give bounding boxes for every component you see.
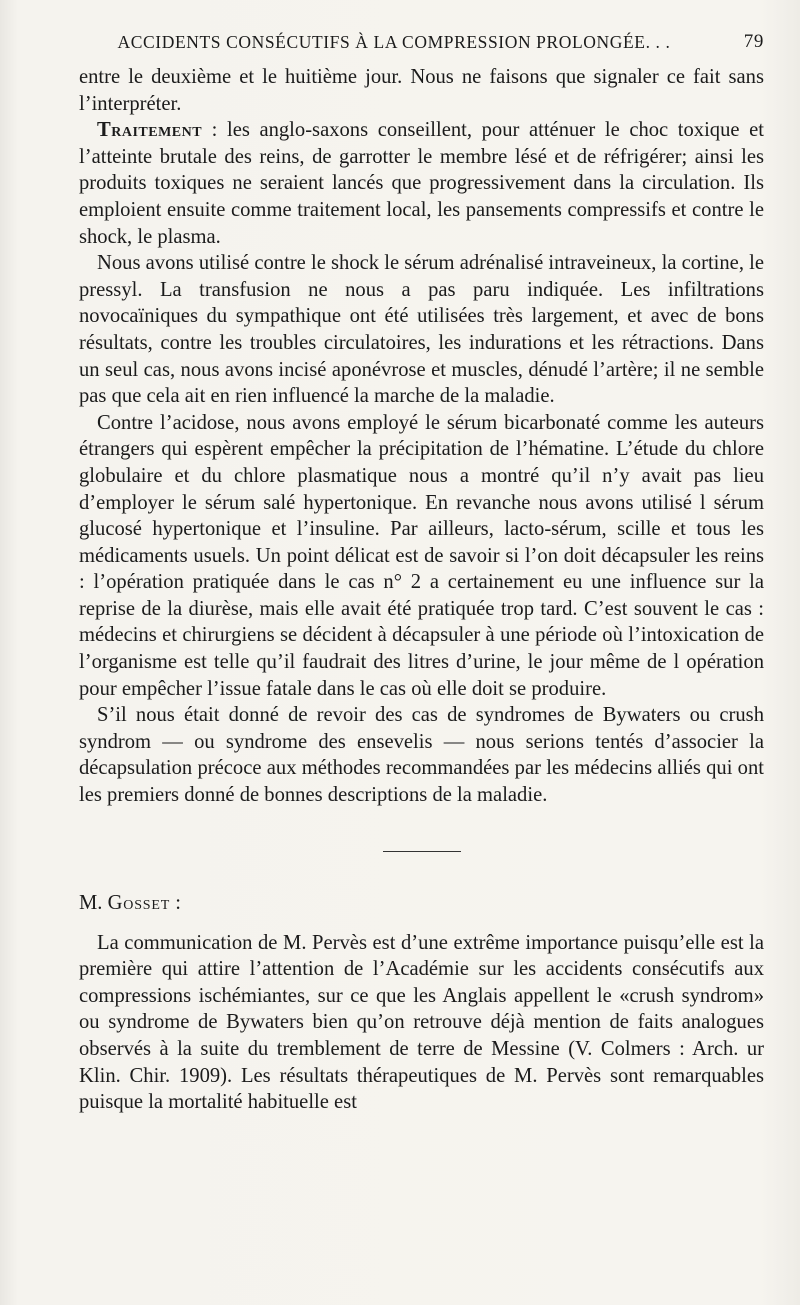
speaker-heading bbox=[79, 890, 764, 916]
paragraph-1: entre le deuxième et le huitième jour. Nous ne faisons que signaler ce fait sans l’interpréter. bbox=[79, 66, 764, 115]
paragraph-4: Contre l’acidose, nous avons employé le sérum bicarbonaté comme les auteurs étrangers qui espèrent empêcher la précipitation de l’hématine. L’étude du chlore globulaire et du chlore plasmatique nous a montré qu’il n’y avait pas lieu d’employer le sérum salé hypertonique. En revanche nous avons utilisé l sérum glucosé hypertonique et l’insuline. Par ailleurs, lacto-sérum, scille et tous les médicaments usuels. Un point délicat est de savoir si l’on doit décapsuler les reins : l’opération pratiquée dans le cas n° 2 a certainement eu une influence sur la reprise de la diurèse, mais elle avait été pratiquée trop tard. C’est souvent le cas : médecins et chirurgiens se décident à décapsuler à une période où l’intoxication de l’organisme est telle qu’il faudrait des litres d’urine, le jour même de l opération pour empêcher l’issue fatale dans le cas où elle doit se produire. bbox=[79, 411, 764, 700]
speaker-name: Gosset bbox=[107, 891, 171, 914]
second-paragraph-1: La communication de M. Pervès est d’une extrême importance puisqu’elle est la première qui attire l’attention de l’Académie sur les accidents consécutifs aux compressions ischémiantes, sur ce que les Anglais appellent le «crush syndrom» ou syndrome de Bywaters bien qu’on retrouve déjà mention de faits analogues observés à la suite du tremblement de terre de Messine (V. Colmers : Arch. ur Klin. Chir. 1909). Les résultats thérapeutiques de M. Pervès sont remarquables puisque la mortalité habituelle est bbox=[79, 931, 764, 1114]
paragraph-3: Nous avons utilisé contre le shock le sérum adrénalisé intraveineux, la cortine, le pressyl. La transfusion ne nous a pas paru indiquée. Les infiltrations novocaïniques du sympathique ont été utilisées très largement, et avec de bons résultats, contre les troubles circulatoires, les indurations et les rétractions. Dans un seul cas, nous avons incisé aponévrose et muscles, dénudé l’artère; il ne semble pas que cela ait en rien influencé la marche de la maladie. bbox=[79, 252, 764, 408]
paragraph-5: S’il nous était donné de revoir des cas de syndromes de Bywaters ou crush syndrom — ou syndrome des ensevelis — nous serions tentés d’associer la décapsulation précoce aux méthodes recommandées par les médecins alliés qui ont les premiers donné de bonnes descriptions de la maladie. bbox=[79, 704, 764, 807]
second-section-text bbox=[79, 930, 764, 1116]
page-number: 79 bbox=[743, 31, 764, 52]
running-head bbox=[79, 27, 764, 57]
section-divider bbox=[383, 851, 461, 852]
paragraph-2 bbox=[79, 117, 764, 250]
running-title: ACCIDENTS CONSÉCUTIFS À LA COMPRESSION PROLONGÉE. . . bbox=[117, 32, 671, 52]
speaker-suffix: : bbox=[170, 891, 181, 914]
body-text bbox=[79, 64, 764, 809]
speaker-prefix: M. bbox=[79, 891, 108, 914]
treatment-label: Traitement bbox=[97, 119, 203, 142]
paragraph-2-text: : les anglo-saxons conseillent, pour atténuer le choc toxique et l’atteinte brutale des reins, de garrotter le membre lésé et de réfrigérer; ainsi les produits toxiques ne seraient lancés que progressivement dans la circulation. Ils emploient ensuite comme traitement local, les pansements compressifs et contre le shock, le plasma. bbox=[79, 119, 764, 248]
